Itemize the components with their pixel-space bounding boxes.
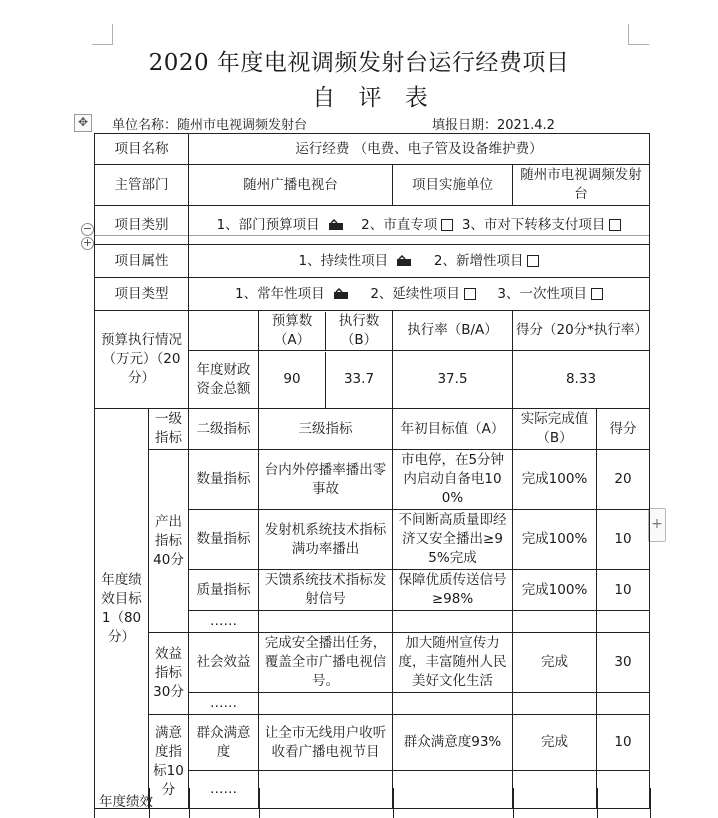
table-row	[95, 450, 650, 510]
insert-row-icon[interactable]: +	[82, 236, 93, 249]
level2-cell: 群众满意度	[189, 715, 259, 771]
attribute-option-1: 1、持续性项目	[298, 252, 389, 269]
actual-header: 实际完成值（B）	[513, 409, 597, 450]
checked-box-icon[interactable]	[396, 255, 412, 267]
dept-value[interactable]: 随州广播电视台	[189, 165, 393, 206]
add-column-icon[interactable]: +	[648, 508, 666, 542]
actual-cell[interactable]: 完成100%	[513, 570, 597, 611]
table-move-handle-icon[interactable]: ✥	[74, 114, 92, 132]
type-option-2: 2、延续性项目	[370, 285, 460, 302]
target-cell[interactable]: 群众满意度93%	[393, 715, 513, 771]
table-row	[95, 633, 650, 693]
ellipsis-cell: ……	[189, 771, 259, 809]
satisfaction-indicator-label: 满意度指标10分	[149, 715, 189, 809]
type-option-3: 3、一次性项目	[497, 285, 587, 302]
next-table-row	[94, 788, 651, 818]
score-value[interactable]: 8.33	[513, 351, 650, 409]
category-label: 项目类别	[95, 206, 189, 245]
target-cell[interactable]: 加大随州宣传力度，丰富随州人民美好文化生活	[393, 633, 513, 693]
type-label: 项目类型	[95, 278, 189, 311]
self-evaluation-table	[94, 133, 650, 809]
attribute-label: 项目属性	[95, 245, 189, 278]
benefit-indicator-label: 效益指标30分	[149, 633, 189, 715]
row-perf-header	[95, 409, 650, 450]
budget-value[interactable]: 90	[259, 352, 326, 408]
level3-cell[interactable]: 完成安全播出任务，覆盖全市广播电视信号。	[259, 633, 393, 693]
row-budget-header	[95, 311, 650, 351]
rate-value[interactable]: 37.5	[393, 351, 513, 409]
perf-score-header: 得分	[597, 409, 650, 450]
actual-cell[interactable]: 完成	[513, 633, 597, 693]
checkbox-icon[interactable]	[441, 219, 453, 231]
level3-header: 三级指标	[259, 409, 393, 450]
level2-cell: 数量指标	[189, 450, 259, 510]
actual-cell[interactable]: 完成	[513, 715, 597, 771]
checked-box-icon[interactable]	[328, 219, 344, 231]
level2-cell: 数量指标	[189, 510, 259, 570]
exec-value[interactable]: 33.7	[343, 371, 375, 387]
type-options	[189, 278, 650, 311]
attribute-options	[189, 245, 650, 278]
actual-cell[interactable]: 完成100%	[513, 510, 597, 570]
collapse-row-icon[interactable]: −	[82, 222, 93, 235]
level3-cell[interactable]: 发射机系统技术指标满功率播出	[259, 510, 393, 570]
project-name-label: 项目名称	[95, 134, 189, 165]
table-row	[95, 715, 650, 771]
score-cell[interactable]: 10	[597, 510, 650, 570]
target-header: 年初目标值（A）	[393, 409, 513, 450]
rate-col-header: 执行率（B/A）	[393, 311, 513, 351]
project-name-value[interactable]: 运行经费 （电费、电子管及设备维护费）	[189, 134, 650, 165]
ellipsis-cell: ……	[189, 611, 259, 633]
empty-cell[interactable]	[259, 611, 393, 633]
score-col-header: 得分（20分*执行率）	[513, 311, 650, 351]
empty-cell[interactable]	[597, 611, 650, 633]
document-subtitle: 自 评 表	[312, 85, 436, 111]
empty-cell[interactable]	[259, 693, 393, 715]
budget-label: 预算执行情况（万元）（20分）	[95, 311, 189, 409]
score-cell[interactable]: 10	[597, 570, 650, 611]
empty-cell[interactable]	[597, 693, 650, 715]
row-attribute	[95, 245, 650, 278]
category-options	[189, 206, 650, 245]
dept-label: 主管部门	[95, 165, 189, 206]
empty-cell[interactable]	[393, 693, 513, 715]
impl-unit-value[interactable]: 随州市电视调频发射台	[513, 165, 650, 206]
level1-header: 一级指标	[149, 409, 189, 450]
score-cell[interactable]: 20	[597, 450, 650, 510]
annual-goal-label: 年度绩效目标1（80分）	[95, 409, 149, 809]
budget-col-header: 预算数（A）	[259, 312, 326, 350]
row-project-name	[95, 134, 650, 165]
score-cell[interactable]: 10	[597, 715, 650, 771]
page-corner-mark-left	[92, 24, 113, 45]
unit-name: 单位名称：随州市电视调频发射台	[112, 118, 308, 133]
category-option-3: 3、市对下转移支付项目	[461, 216, 606, 233]
category-option-1: 1、部门预算项目	[216, 216, 320, 233]
target-cell[interactable]: 市电停，在5分钟内启动自备电100%	[393, 450, 513, 510]
actual-cell[interactable]: 完成100%	[513, 450, 597, 510]
checkbox-icon[interactable]	[591, 288, 603, 300]
level2-cell: 社会效益	[189, 633, 259, 693]
budget-header-budget	[259, 311, 393, 351]
level3-cell[interactable]: 台内外停播率播出零事故	[259, 450, 393, 510]
row-type	[95, 278, 650, 311]
type-option-1: 1、常年性项目	[234, 285, 325, 302]
score-cell[interactable]: 30	[597, 633, 650, 693]
impl-unit-label: 项目实施单位	[393, 165, 513, 206]
checkbox-icon[interactable]	[464, 288, 476, 300]
checked-box-icon[interactable]	[333, 288, 349, 300]
level3-cell[interactable]: 天馈系统技术指标发射信号	[259, 570, 393, 611]
report-date: 填报日期：2021.4.2	[432, 118, 555, 133]
attribute-option-2: 2、新增性项目	[433, 252, 524, 269]
level2-cell: 质量指标	[189, 570, 259, 611]
exec-col-header: 执行数（B）	[338, 312, 380, 348]
empty-cell[interactable]	[513, 693, 597, 715]
level2-header: 二级指标	[189, 409, 259, 450]
category-option-2: 2、市直专项	[361, 216, 438, 233]
row-dept	[95, 165, 650, 206]
row-category	[95, 206, 650, 245]
budget-values	[259, 351, 393, 409]
checkbox-icon[interactable]	[609, 219, 621, 231]
ellipsis-cell: ……	[189, 693, 259, 715]
target-cell[interactable]: 保障优质传送信号≥98%	[393, 570, 513, 611]
page-corner-mark-right	[628, 24, 649, 45]
annual-performance-label: 年度绩效	[99, 794, 153, 810]
empty-cell[interactable]	[393, 611, 513, 633]
target-cell[interactable]: 不间断高质量即经济又安全播出≥95%完成	[393, 510, 513, 570]
checkbox-icon[interactable]	[527, 255, 539, 267]
output-indicator-label: 产出指标40分	[149, 450, 189, 633]
annual-funds-label: 年度财政资金总额	[189, 351, 259, 409]
level3-cell[interactable]: 让全市无线用户收听收看广播电视节目	[259, 715, 393, 771]
budget-header-empty	[189, 311, 259, 351]
empty-cell[interactable]	[513, 611, 597, 633]
document-title: 2020 年度电视调频发射台运行经费项目	[148, 50, 570, 76]
